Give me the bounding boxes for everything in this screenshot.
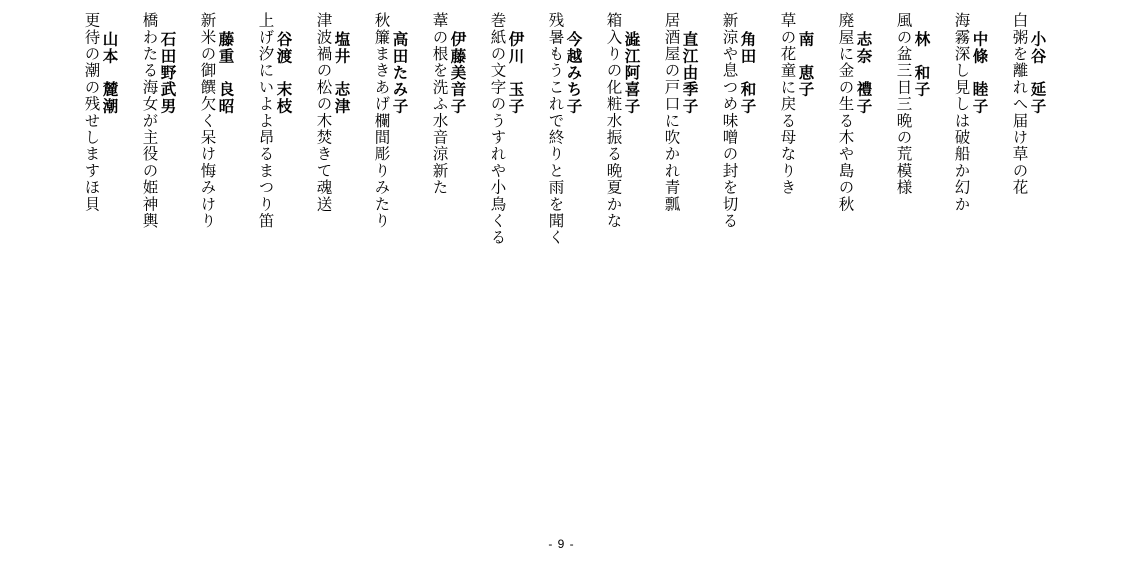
author-name: 山本 麓潮 [100, 31, 120, 115]
author-name: 今越みち子 [564, 31, 584, 115]
author-name: 澁江阿喜子 [622, 31, 642, 115]
author-name: 角田 和子 [738, 31, 758, 115]
page-number: - 9 - [548, 537, 575, 551]
author-name: 伊川 玉子 [506, 31, 526, 115]
author-name: 谷渡 末枝 [274, 31, 294, 115]
author-name: 塩井 志津 [332, 31, 352, 115]
haiku-text: 箱入りの化粧水振る晩夏かな [604, 12, 623, 230]
haiku-text: 草の花童に戻る母なりき [778, 12, 797, 196]
haiku-text: 葦の根を洗ふ水音涼新た [430, 12, 449, 196]
haiku-text: 上げ汐にいよよ昂るまつり笛 [256, 12, 275, 230]
author-name: 直江由季子 [680, 31, 700, 115]
haiku-text: 津波禍の松の木焚きて魂送 [314, 12, 333, 213]
author-name: 藤重 良昭 [216, 31, 236, 115]
haiku-text: 橋わたる海女が主役の姫神輿 [140, 12, 159, 230]
haiku-text: 白粥を離れへ届け草の花 [1010, 12, 1029, 196]
author-name: 石田野武男 [158, 31, 178, 115]
author-name: 伊藤美音子 [448, 31, 468, 115]
haiku-text: 新涼や息つめ味噌の封を切る [720, 12, 739, 230]
haiku-text: 海霧深し見しは破船か幻か [952, 12, 971, 213]
author-name: 中條 睦子 [970, 31, 990, 115]
haiku-text: 巻紙の文字のうすれや小鳥くる [488, 12, 507, 246]
haiku-text: 新米の御饌欠く呆け悔みけり [198, 12, 217, 230]
author-name: 南 恵子 [796, 31, 816, 98]
author-name: 志奈 禮子 [854, 31, 874, 115]
author-name: 林 和子 [912, 31, 932, 98]
haiku-text: 廃屋に金の生る木や島の秋 [836, 12, 855, 213]
haiku-text: 風の盆三日三晩の荒模様 [894, 12, 913, 196]
author-name: 小谷 延子 [1028, 31, 1048, 115]
haiku-text: 居酒屋の戸口に吹かれ青瓢 [662, 12, 681, 213]
author-name: 高田たみ子 [390, 31, 410, 115]
haiku-text: 更待の潮の残せしますほ貝 [82, 12, 101, 213]
haiku-text: 秋簾まきあげ欄間彫りみたり [372, 12, 391, 230]
haiku-text: 残暑もうこれで終りと雨を聞く [546, 12, 565, 246]
